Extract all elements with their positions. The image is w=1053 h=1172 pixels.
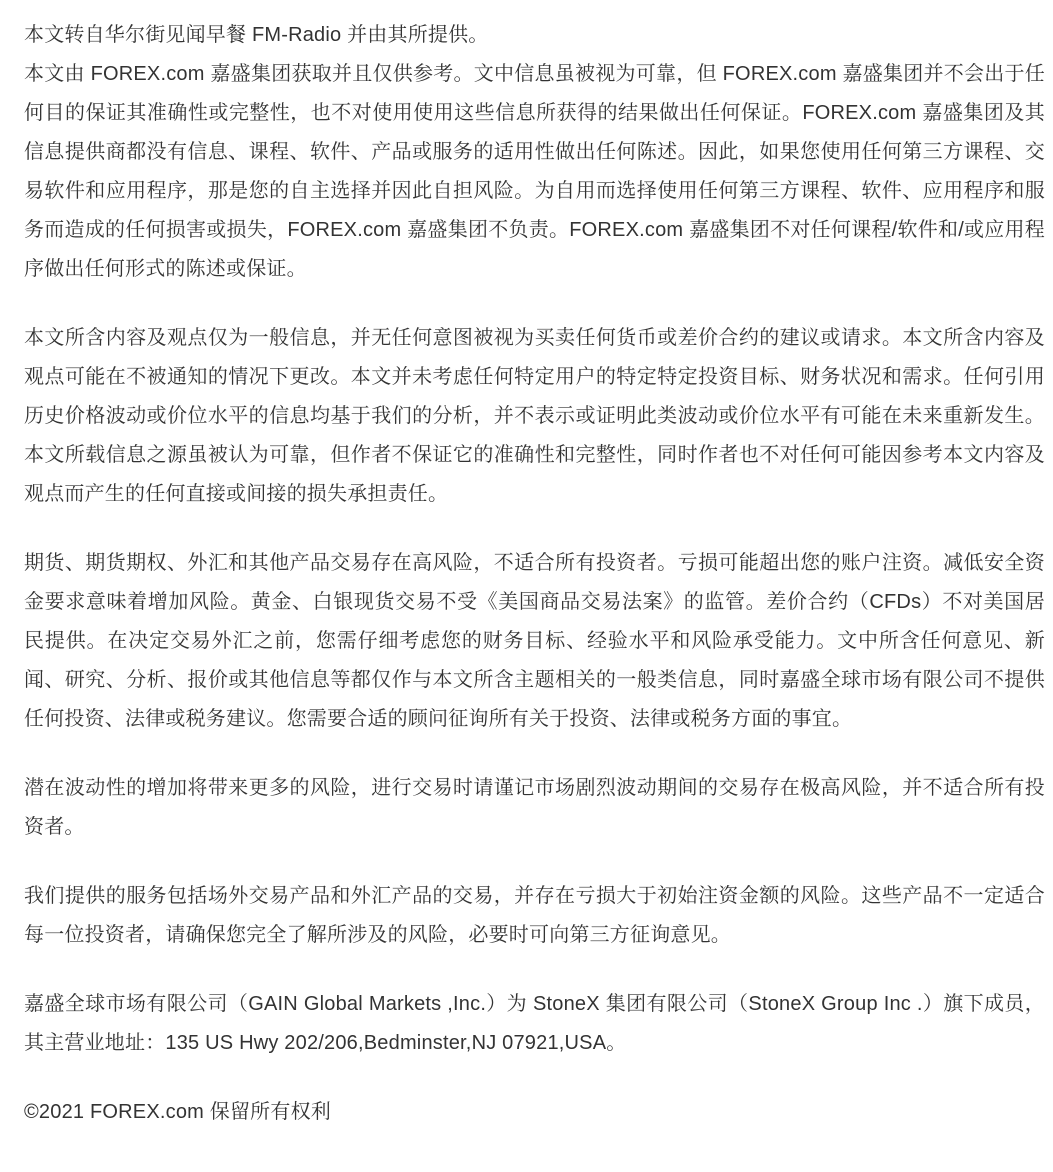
paragraph-otc-products-risk: 我们提供的服务包括场外交易产品和外汇产品的交易，并存在亏损大于初始注资金额的风险。这些产品不一定适合每一位投资者，请确保您完全了解所涉及的风险，必要时可向第三方征询意见。 — [24, 885, 1045, 946]
paragraph-source-attribution: 本文转自华尔街见闻早餐 FM-Radio 并由其所提供。 — [24, 24, 489, 46]
copyright-notice: ©2021 FOREX.com 保留所有权利 — [24, 1101, 331, 1123]
paragraph-forex-disclaimer: 本文由 FOREX.com 嘉盛集团获取并且仅供参考。文中信息虽被视为可靠，但 FOREX.com 嘉盛集团并不会出于任何目的保证其准确性或完整性，也不对使用使用这些信息所获得的结果做出任何保证。FOREX.com 嘉盛集团及其信息提供商都没有信息、课程、软件、产品或服务的适用性做出任何陈述。因此，如果您使用任何第三方课程、交易软件和应用程序，那是您的自主选择并因此自担风险。为自用而选择使用任何第三方课程、软件、应用程序和服务而造成的任何损害或损失，FOREX.com 嘉盛集团不负责。FOREX.com 嘉盛集团不对任何课程/软件和/或应用程序做出任何形式的陈述或保证。 — [24, 63, 1045, 280]
paragraph-volatility-warning: 潜在波动性的增加将带来更多的风险，进行交易时请谨记市场剧烈波动期间的交易存在极高风险，并不适合所有投资者。 — [24, 777, 1045, 838]
paragraph-general-information: 本文所含内容及观点仅为一般信息，并无任何意图被视为买卖任何货币或差价合约的建议或请求。本文所含内容及观点可能在不被通知的情况下更改。本文并未考虑任何特定用户的特定特定投资目标、财务状况和需求。任何引用历史价格波动或价位水平的信息均基于我们的分析，并不表示或证明此类波动或价位水平有可能在未来重新发生。本文所载信息之源虽被认为可靠，但作者不保证它的准确性和完整性，同时作者也不对任何可能因参考本文内容及观点而产生的任何直接或间接的损失承担责任。 — [24, 327, 1045, 505]
paragraph-risk-warning: 期货、期货期权、外汇和其他产品交易存在高风险，不适合所有投资者。亏损可能超出您的账户注资。减低安全资金要求意味着增加风险。黄金、白银现货交易不受《美国商品交易法案》的监管。差价合约（CFDs）不对美国居民提供。在决定交易外汇之前，您需仔细考虑您的财务目标、经验水平和风险承受能力。文中所含任何意见、新闻、研究、分析、报价或其他信息等都仅作与本文所含主题相关的一般类信息，同时嘉盛全球市场有限公司不提供任何投资、法律或税务建议。您需要合适的顾问征询所有关于投资、法律或税务方面的事宜。 — [24, 552, 1045, 730]
paragraph-company-info: 嘉盛全球市场有限公司（GAIN Global Markets ,Inc.）为 StoneX 集团有限公司（StoneX Group Inc .）旗下成员，其主营业地址：135 US Hwy 202/206,Bedminster,NJ 07921,USA。 — [24, 993, 1045, 1054]
